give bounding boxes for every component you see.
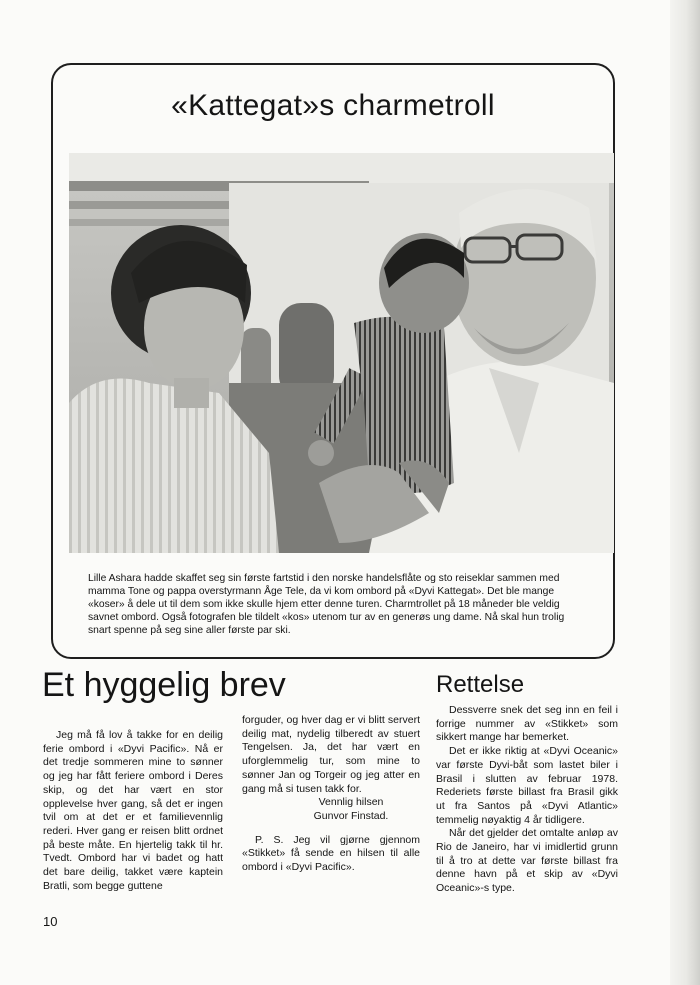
page-edge-shadow: [670, 0, 700, 985]
letter-paragraph-2: forguder, og hver dag er vi blitt servert deilig mat, nydelig tilberedt av stuert Tengelsen. Ja, det har vært en uforglemmelig tur, som mine to sønner Jan og Torgeir og jeg atter en gang må si tusen takk for.: [242, 714, 420, 795]
feature-box: [51, 63, 615, 659]
correction-paragraph-2: Det er ikke riktig at «Dyvi Oceanic» var første Dyvi-båt som lastet biler i Brasil i slutten av februar 1978. Rederiets første billast fra Brasil gikk ut fra Santos på «Dyvi Atlantic» temmelig nøyaktig 4 år tidligere.: [436, 745, 618, 826]
correction-headline: Rettelse: [436, 671, 525, 698]
correction-paragraph-3: Når det gjelder det omtalte anløp av Rio de Janeiro, har vi imidlertid grunn til å tro at dette var første billast fra denne havn på et skip av «Dyvi Oceanic»-s type.: [436, 827, 618, 895]
letter-headline: Et hyggelig brev: [42, 666, 286, 704]
photo-caption: Lille Ashara hadde skaffet seg sin første fartstid i den norske handelsflåte og sto reiseklar sammen med mamma Tone og pappa overstyrmann Åge Tele, da vi kom ombord på «Dyvi Kattegat». Det ble mange «koser» å dele ut til dem som ikke skulle hjem etter denne turen. Charmtrollet på 18 måneder ble veldig savnet ombord. Også fotografen ble tildelt «kos» utenom tur av en generøs ung dame. Nå skal hun trolig snart spenne på seg sine aller første par ski.: [88, 573, 565, 636]
letter-column-2: [242, 714, 420, 875]
family-photo: [69, 153, 614, 553]
page-number: 10: [43, 914, 58, 929]
feature-headline: «Kattegat»s charmetroll: [171, 89, 495, 122]
letter-signature: Gunvor Finstad.: [313, 809, 389, 822]
letter-postscript: P. S. Jeg vil gjørne gjennom «Stikket» få sende en hilsen til alle ombord i «Dyvi Pacific».: [242, 833, 420, 874]
correction-paragraph-1: Dessverre snek det seg inn en feil i forrige nummer av «Stikket» som sikkert mange har bemerket.: [436, 704, 618, 744]
letter-signoff: Vennlig hilsen: [318, 796, 384, 809]
letter-paragraph-1: Jeg må få lov å takke for en deilig ferie ombord i «Dyvi Pacific». Nå er det tredje sommeren mine to sønner og jeg har fått feriere ombord i Deres skip, og det har vært en stor opplevelse hver gang, så det er ingen tvil om at det er et familievennlig rederi. Hver gang er reisen blitt ordnet på beste måte. En hjertelig takk til hr. Tvedt. Ombord har vi badet og hatt det bare deilig, takket være kaptein Bratli, som begge guttene: [43, 729, 223, 892]
letter-column-1: [43, 729, 223, 893]
correction-column: [436, 704, 618, 896]
